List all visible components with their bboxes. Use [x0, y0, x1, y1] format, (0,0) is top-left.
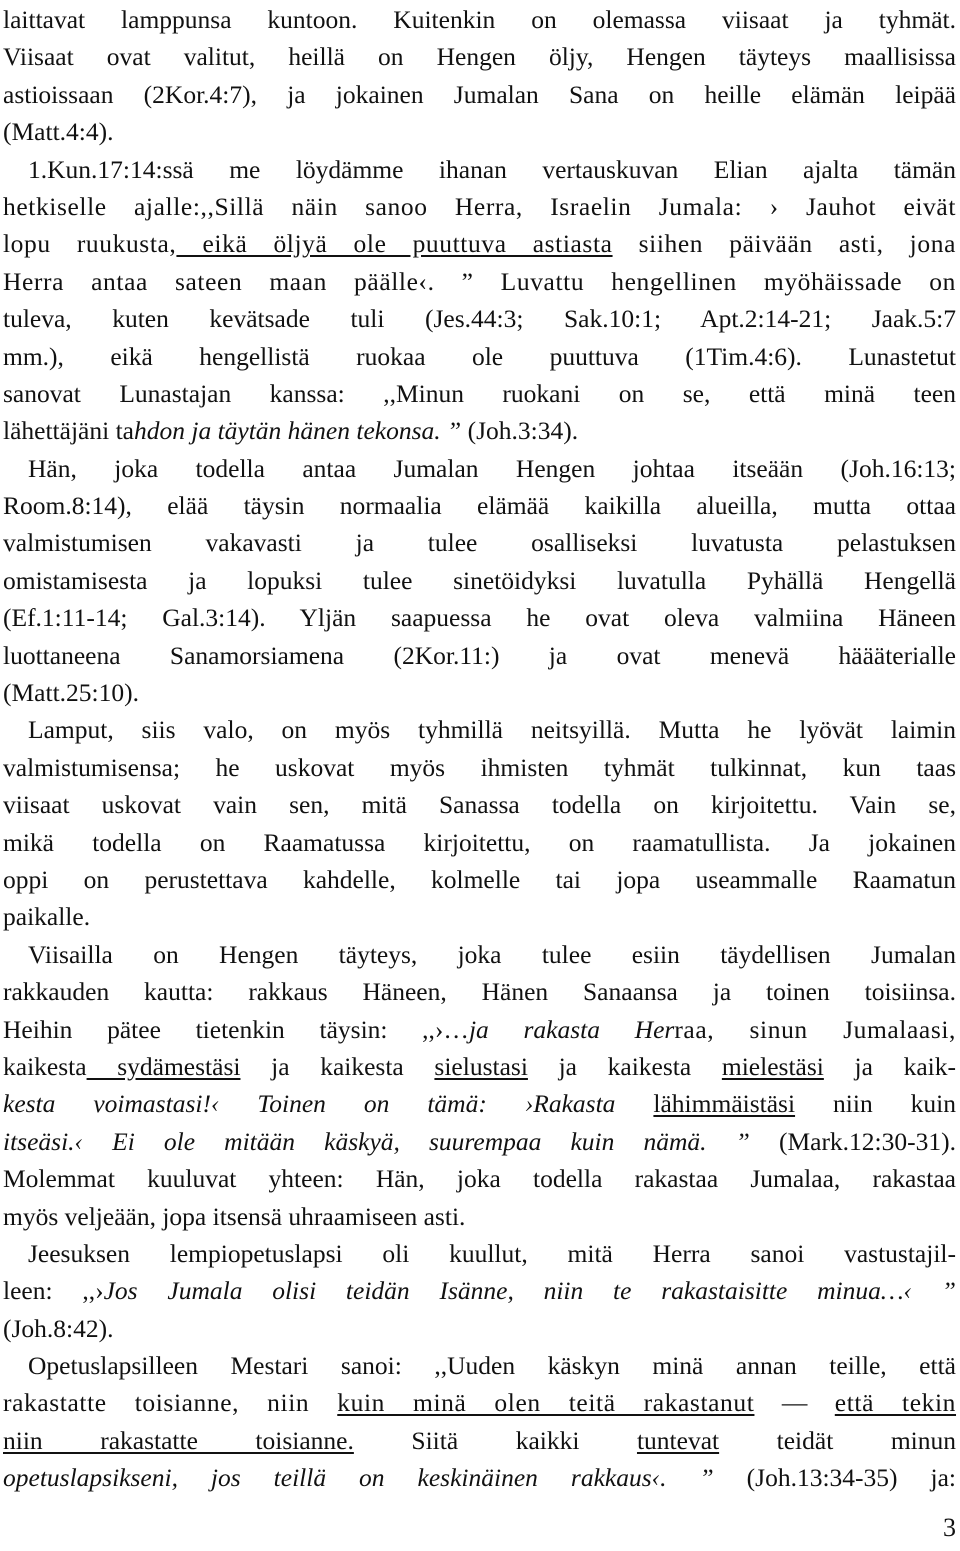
text-line: Herra antaa sateen maan päälle‹. ” Luvattu hengellinen myöhäissade on	[3, 266, 956, 296]
text-line: Viisaat ovat valitut, heillä on Hengen öljy, Hengen täyteys maallisissa	[3, 42, 956, 72]
underlined-phrase: sielustasi	[434, 1051, 528, 1081]
text-line: opetuslapsikseni, jos teillä on keskinäinen rakkaus‹. ” (Joh.13:34-35) ja:	[3, 1463, 956, 1493]
text-line: sanovat Lunastajan kanssa: ,,Minun ruokani on se, että minä teen	[3, 378, 956, 408]
underlined-phrase: tuntevat	[636, 1425, 720, 1455]
text-line: luottaneena Sanamorsiamena (2Kor.11:) ja ovat menevä häääterialle	[3, 640, 956, 670]
underlined-phrase: niin rakastatte toisianne.	[3, 1425, 354, 1455]
italic-phrase: hdon ja täytän hänen tekonsa. ”	[133, 416, 462, 446]
text-line: tuleva, kuten kevätsade tuli (Jes.44:3; Sak.10:1; Apt.2:14-21; Jaak.5:7	[3, 304, 956, 334]
text-line: kesta voimastasi!‹ Toinen on tämä: ›Rakasta lähimmäistäsi niin kuin	[3, 1089, 957, 1119]
underlined-phrase: lähimmäistäsi	[653, 1089, 796, 1119]
text-line: leen: ,,›Jos Jumala olisi teidän Isänne, niin te rakastaisitte minua…‹ ”	[3, 1276, 956, 1306]
text-line: laittavat lamppunsa kuntoon. Kuitenkin on olemassa viisaat ja tyhmät.	[3, 5, 956, 34]
text-line: mm.), eikä hengellistä ruokaa ole puuttuva (1Tim.4:6). Lunastetut	[3, 341, 956, 371]
underlined-phrase: eikä öljyä ole puuttuva astiasta	[176, 229, 613, 259]
text-line: Viisailla on Hengen täyteys, joka tulee esiin täydellisen Jumalan	[28, 939, 956, 969]
text-line: omistamisesta ja lopuksi tulee sinetöidyksi luvatulla Pyhällä Hengellä	[3, 565, 956, 595]
text-line: itseäsi.‹ Ei ole mitään käskyä, suurempaa kuin nämä. ” (Mark.12:30-31).	[3, 1126, 956, 1156]
text-line: rakkauden kautta: rakkaus Häneen, Hänen Sanaansa ja toinen toisiinsa.	[3, 977, 956, 1007]
text-line: Room.8:14), elää täysin normaalia elämää kaikilla alueilla, mutta ottaa	[3, 491, 956, 521]
text-line: lähettäjäni tahdon ja täytän hänen tekonsa. ” (Joh.3:34).	[3, 416, 579, 446]
underlined-phrase: kuin minä olen teitä rakastanut	[337, 1388, 755, 1418]
text-line: Lamput, siis valo, on myös tyhmillä neitsyillä. Mutta he lyövät laimin	[28, 715, 956, 745]
text-line: valmistumisensa; he uskovat myös ihmisten tyhmät tulkinnat, kun taas	[3, 752, 956, 782]
text-line: Opetuslapsilleen Mestari sanoi: ,,Uuden käskyn minä annan teille, että	[28, 1351, 956, 1381]
italic-phrase: Jos Jumala olisi teidän Isänne, niin te rakastaisitte minua…‹ ”	[103, 1276, 956, 1306]
text-line: valmistumisen vakavasti ja tulee osalliseksi luvatusta pelastuksen	[3, 528, 956, 558]
text-line: oppi on perustettava kahdelle, kolmelle tai jopa useammalle Raamatun	[3, 864, 956, 894]
italic-phrase: opetuslapsikseni, jos teillä on keskinäinen rakkaus‹. ”	[3, 1463, 714, 1493]
text-line: astioissaan (2Kor.4:7), ja jokainen Jumalan Sana on heille elämän leipää	[3, 79, 956, 109]
text-line: (Ef.1:11-14; Gal.3:14). Yljän saapuessa he ovat oleva valmiina Häneen	[3, 603, 956, 633]
italic-phrase: itseäsi.‹ Ei ole mitään käskyä, suurempaa kuin nämä. ”	[3, 1126, 750, 1156]
text-line: myös veljeään, jopa itsensä uhraamiseen asti.	[3, 1201, 466, 1231]
text-line: Hän, joka todella antaa Jumalan Hengen johtaa itseään (Joh.16:13;	[28, 453, 956, 483]
text-line: (Matt.4:4).	[3, 117, 114, 147]
underlined-phrase: mielestäsi	[721, 1051, 824, 1081]
text-line: (Matt.25:10).	[3, 678, 139, 708]
text-line: (Joh.8:42).	[3, 1313, 114, 1343]
text-line: viisaat uskovat vain sen, mitä Sanassa todella on kirjoitettu. Vain se,	[3, 790, 956, 820]
text-line: lopu ruukusta, eikä öljyä ole puuttuva astiasta siihen päivään asti, jona	[3, 229, 956, 259]
text-line: niin rakastatte toisianne. Siitä kaikki tuntevat teidät minun	[3, 1425, 956, 1455]
text-line: Heihin pätee tietenkin täysin: ,,›…ja rakasta Herraa, sinun Jumalaasi,	[3, 1014, 957, 1044]
text-line: rakastatte toisianne, niin kuin minä olen teitä rakastanut — että tekin	[3, 1388, 957, 1418]
page-number: 3	[943, 1513, 956, 1542]
underlined-phrase: että tekin	[834, 1388, 957, 1418]
text-line: Jeesuksen lempiopetuslapsi oli kuullut, mitä Herra sanoi vastustajil-	[28, 1238, 956, 1268]
text-line: mikä todella on Raamatussa kirjoitettu, on raamatullista. Ja jokainen	[3, 827, 956, 857]
underlined-phrase: sydämestäsi	[86, 1051, 241, 1081]
text-line: hetkiselle ajalle:,,Sillä näin sanoo Herra, Israelin Jumala: › Jauhot eivät	[3, 191, 956, 221]
text-line: paikalle.	[3, 902, 91, 932]
document-page	[3, 4, 956, 1500]
text-line: 1.Kun.17:14:ssä me löydämme ihanan vertauskuvan Elian ajalta tämän	[28, 154, 956, 184]
text-line: kaikesta sydämestäsi ja kaikesta sielustasi ja kaikesta mielestäsi ja kaik-	[3, 1051, 956, 1081]
italic-phrase: ja rakasta Her	[468, 1014, 675, 1044]
text-line: Molemmat kuuluvat yhteen: Hän, joka todella rakastaa Jumalaa, rakastaa	[3, 1164, 956, 1194]
